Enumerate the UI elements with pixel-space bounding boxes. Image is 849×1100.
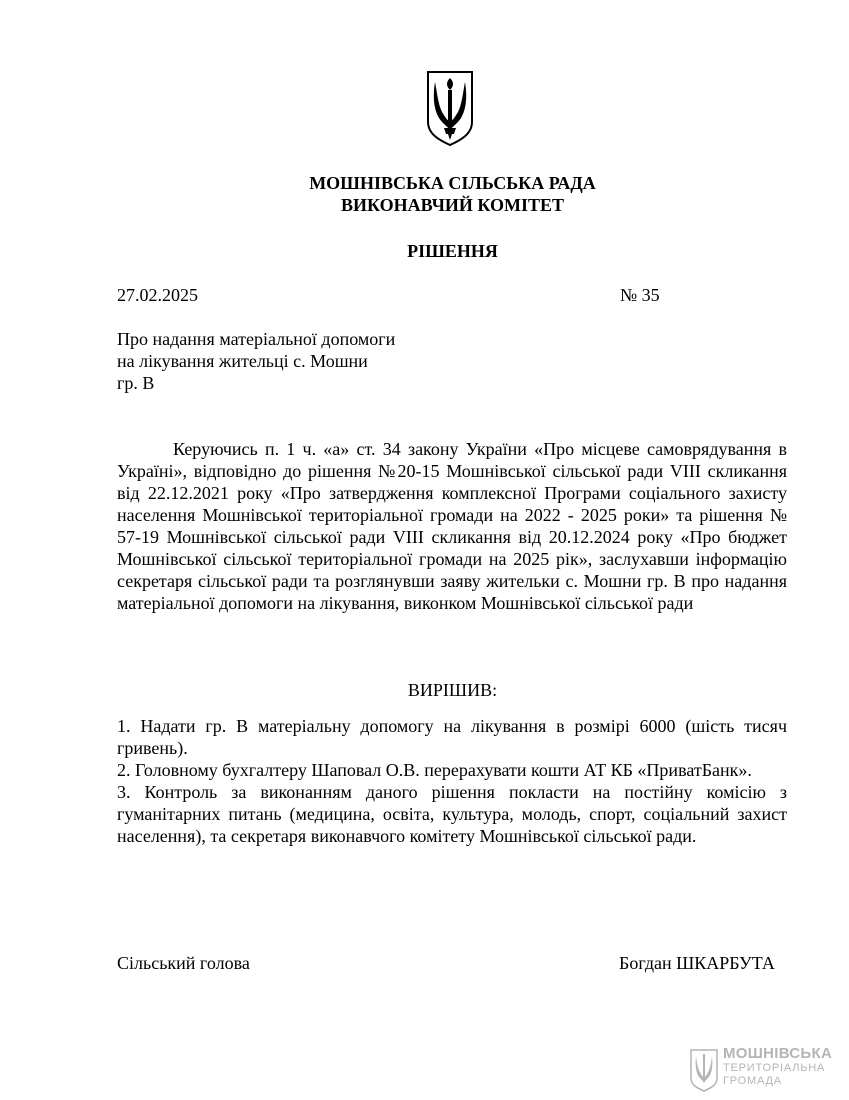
logo-line: ГРОМАДА [723,1075,782,1087]
document-date: 27.02.2025 [117,285,198,305]
decided-heading: ВИРІШИВ: [407,680,498,700]
signatory-position: Сільський голова [117,953,250,973]
logo-text [723,1046,832,1088]
trident-shield-icon [425,70,475,146]
document-title: РІШЕННЯ [407,241,498,261]
subject-line: на лікування жительці с. Мошни [117,351,368,371]
decision-item: 1. Надати гр. В матеріальну допомогу на лікування в розмірі 6000 (шість тисяч гривень). [117,716,787,758]
document-number: № 35 [620,285,660,305]
decision-items [117,715,787,847]
organization-name: МОШНІВСЬКА СІЛЬСЬКА РАДА [309,173,596,193]
committee-name: ВИКОНАВЧИЙ КОМІТЕТ [340,195,565,215]
preamble-paragraph: Керуючись п. 1 ч. «а» ст. 34 закону України «Про місцеве самоврядування в Україні», відповідно до рішення №20-15 Мошнівської сільської ради VIII скликання від 22.12.2021 року «Про затвердження комплексної Програми соціального захисту населення Мошнівської територіальної громади на 2022 - 2025 роки» та рішення № 57-19 Мошнівської сільської ради VIII скликання від 20.12.2024 року «Про бюджет Мошнівської сільської територіальної громади на 2025 рік», заслухавши інформацію секретаря сільської ради та розглянувши заяву жительки с. Мошни гр. В про надання матеріальної допомоги на лікування, виконком Мошнівської сільської ради [117,439,787,613]
community-logo [689,1046,839,1094]
logo-line: МОШНІВСЬКА [723,1045,833,1062]
subject-line: Про надання матеріальної допомоги [117,329,396,349]
subject-line: гр. В [117,373,155,393]
decision-item: 2. Головному бухгалтеру Шаповал О.В. перерахувати кошти АТ КБ «ПриватБанк». [117,760,752,780]
logo-line: ТЕРИТОРІАЛЬНА [723,1062,826,1074]
trident-icon [689,1048,719,1092]
decision-item: 3. Контроль за виконанням даного рішення покласти на постійну комісію з гуманітарних питань (медицина, освіта, культура, молодь, спорт, соціальний захист населення), та секретаря виконавчого комітету Мошнівської сільської ради. [117,782,787,846]
document-subject [117,328,477,394]
signatory-name: Богдан ШКАРБУТА [619,953,775,973]
